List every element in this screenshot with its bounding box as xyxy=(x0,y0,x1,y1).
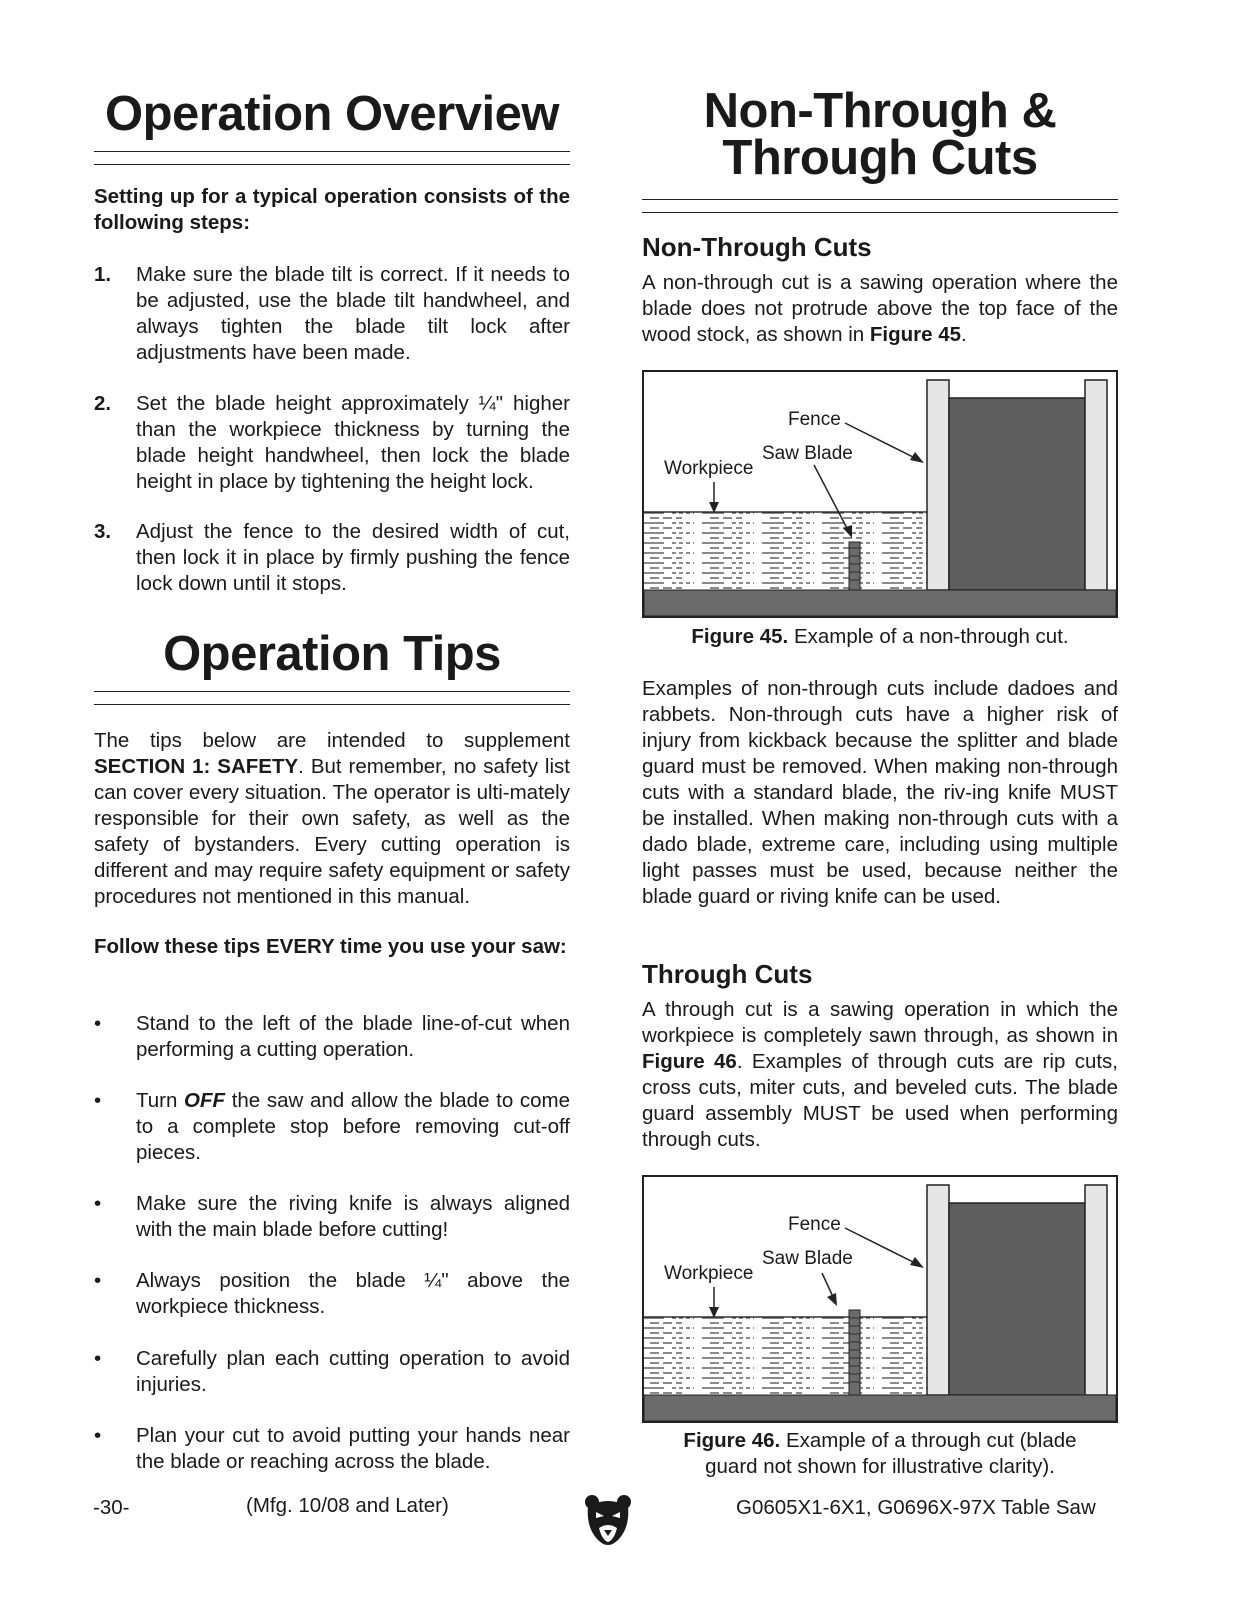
cuts-title xyxy=(642,84,1118,185)
figure-46-diagram xyxy=(642,1175,1118,1423)
workpiece-shape xyxy=(644,1317,927,1395)
bullet-text-prefix: Turn xyxy=(136,1089,178,1112)
off-emphasis: OFF xyxy=(184,1089,226,1112)
workpiece-shape xyxy=(644,512,927,590)
bullet-text: Always position the blade ¼" above the workpiece thickness. xyxy=(136,1269,570,1318)
bullet-icon: • xyxy=(94,1424,102,1447)
tips-intro-text: The tips below are intended to supplement xyxy=(94,729,570,752)
step-number: 1. xyxy=(94,263,112,286)
figure-45-diagram xyxy=(642,370,1118,618)
figure-45-caption xyxy=(642,624,1118,650)
bullet-icon: • xyxy=(94,1012,102,1035)
step-text: Adjust the fence to the desired width of cut, then lock it in place by firmly pushing the fence lock down until it stops. xyxy=(136,520,570,595)
bullet-text xyxy=(136,1088,570,1166)
fence-left-shape xyxy=(927,380,949,590)
tips-title: Operation Tips xyxy=(163,627,501,681)
nonthrough-para-1 xyxy=(642,270,1118,348)
fence-body-shape xyxy=(949,1203,1085,1395)
workpiece-label: Workpiece xyxy=(664,458,754,479)
overview-intro: Setting up for a typical operation consists of the following steps: xyxy=(94,185,570,234)
para-text: A non-through cut is a sawing operation where the blade does not protrude above the top face of the wood stock, as shown in xyxy=(642,271,1118,346)
para-text: . xyxy=(961,323,967,346)
tips-intro xyxy=(94,728,570,910)
workpiece-label: Workpiece xyxy=(664,1263,754,1284)
caption-label: Figure 46. xyxy=(683,1429,781,1452)
figure-45-ref: Figure 45 xyxy=(869,323,962,346)
tips-intro-text: . But remember, no safety list can cover every situation. The operator is ulti-mately responsible for their own safety, as well as the safety of bystanders. Every cutting operation is different and may require safety equipment or safety procedures not mentioned in this manual. xyxy=(94,755,570,908)
fence-left-shape xyxy=(927,1185,949,1395)
cuts-title-line2: Through Cuts xyxy=(722,131,1038,185)
table-top-shape xyxy=(644,1395,1116,1421)
bullet-text: Make sure the riving knife is always aligned with the main blade before cutting! xyxy=(136,1192,570,1241)
para-text: . Examples of through cuts are rip cuts, cross cuts, miter cuts, and beveled cuts. The blade guard assembly MUST be used when performing through cuts. xyxy=(642,1050,1118,1151)
tips-rule xyxy=(94,691,570,692)
mfg-note: (Mfg. 10/08 and Later) xyxy=(246,1494,449,1517)
figure-46-caption xyxy=(642,1428,1118,1480)
fence-label: Fence xyxy=(788,1214,841,1235)
caption-label: Figure 45. xyxy=(691,625,789,648)
step-text: Make sure the blade tilt is correct. If it needs to be adjusted, use the blade tilt handwheel, and always tighten the blade tilt lock after adjustments have been made. xyxy=(136,263,570,364)
cuts-title-line1: Non-Through & xyxy=(703,84,1057,138)
bullet-text: Stand to the left of the blade line-of-cut when performing a cutting operation. xyxy=(136,1012,570,1061)
through-heading: Through Cuts xyxy=(642,959,813,989)
step-number: 3. xyxy=(94,520,112,543)
page-number: -30- xyxy=(93,1496,130,1519)
bullet-icon: • xyxy=(94,1192,102,1215)
cuts-rule xyxy=(642,199,1118,200)
step-text: Set the blade height approximately ¼" higher than the workpiece thickness by turning the blade height handwheel, then lock the blade height in place by tightening the height lock. xyxy=(136,392,570,493)
safety-section-ref: SECTION 1: SAFETY xyxy=(94,755,299,778)
step-number: 2. xyxy=(94,392,112,415)
model-name: G0605X1-6X1, G0696X-97X Table Saw xyxy=(736,1496,1096,1519)
saw-blade-shape xyxy=(849,542,860,590)
table-top-shape xyxy=(644,590,1116,616)
bullet-icon: • xyxy=(94,1089,102,1112)
para-text: A through cut is a sawing operation in which the workpiece is completely sawn through, as shown in xyxy=(642,998,1118,1047)
caption-text: Example of a non-through cut. xyxy=(793,625,1069,648)
overview-title: Operation Overview xyxy=(105,87,559,141)
bullet-text-rest: the saw and allow the blade to come to a complete stop before removing cut-off pieces. xyxy=(136,1089,570,1164)
caption-text: Example of a through cut (blade guard not shown for illustrative clarity). xyxy=(705,1429,1077,1478)
figure-46-ref: Figure 46 xyxy=(642,1050,737,1073)
bullet-text: Plan your cut to avoid putting your hands near the blade or reaching across the blade. xyxy=(136,1424,570,1473)
fence-right-shape xyxy=(1085,1185,1107,1395)
bear-logo-icon xyxy=(584,1494,632,1550)
overview-rule xyxy=(94,151,570,152)
bullet-icon: • xyxy=(94,1347,102,1370)
follow-heading: Follow these tips EVERY time you use your saw: xyxy=(94,935,567,958)
saw-blade-label: Saw Blade xyxy=(762,1248,853,1269)
fence-body-shape xyxy=(949,398,1085,590)
saw-blade-label: Saw Blade xyxy=(762,443,853,464)
bullet-icon: • xyxy=(94,1269,102,1292)
fence-right-shape xyxy=(1085,380,1107,590)
fence-label: Fence xyxy=(788,409,841,430)
bullet-text: Carefully plan each cutting operation to avoid injuries. xyxy=(136,1347,570,1396)
through-para-1 xyxy=(642,997,1118,1153)
nonthrough-para-2: Examples of non-through cuts include dadoes and rabbets. Non-through cuts have a higher risk of injury from kickback because the splitter and blade guard must be removed. When making non-through cuts with a standard blade, the riv-ing knife MUST be installed. When making non-through cuts with a dado blade, extreme care, including using multiple light passes must be used, because neither the blade guard or riving knife can be used. xyxy=(642,677,1118,908)
nonthrough-heading: Non-Through Cuts xyxy=(642,232,872,262)
